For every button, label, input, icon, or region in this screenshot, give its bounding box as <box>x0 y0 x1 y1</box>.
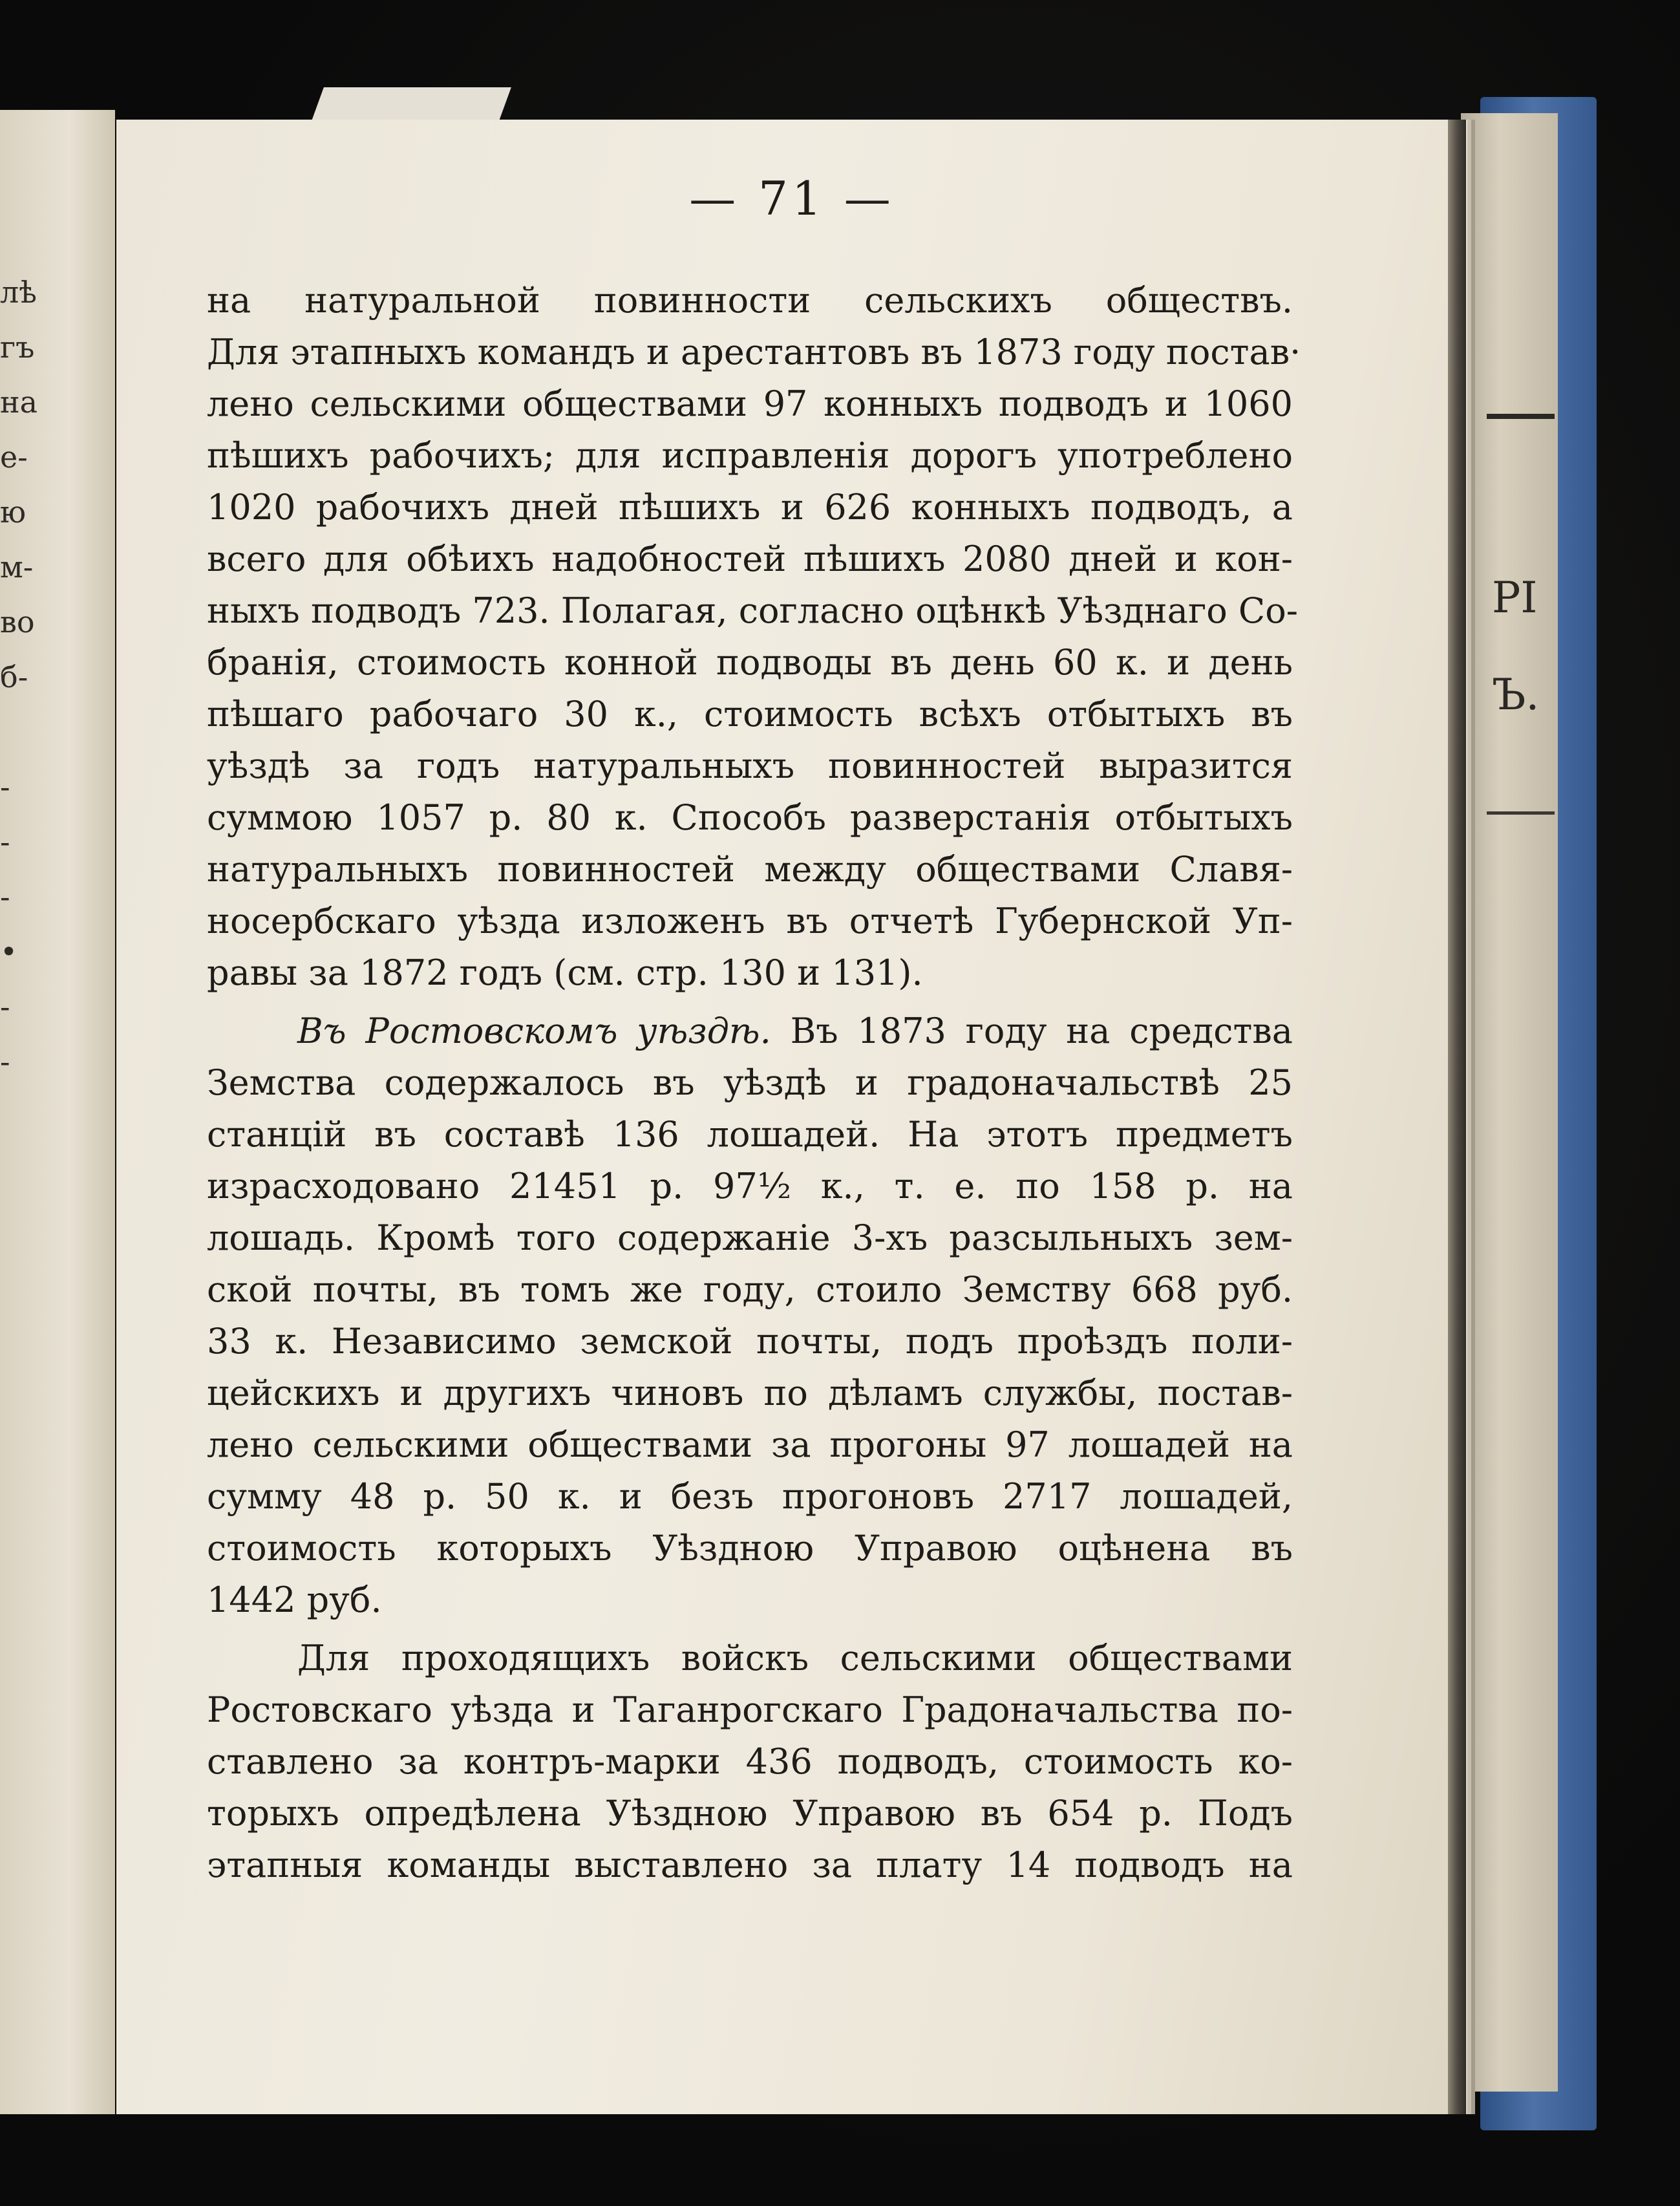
page-number: — 71 — <box>689 171 895 226</box>
text-line: ныхъ подводъ 723. Полагая, согласно оцѣнкѣ Уѣзднаго Со- <box>207 590 1299 631</box>
text-line: сумму 48 р. 50 к. и безъ прогоновъ 2717 лошадей, <box>207 1476 1293 1517</box>
text-line: стоимость которыхъ Уѣздною Управою оцѣнена въ <box>207 1528 1293 1569</box>
text-run: Въ 1873 году на средства <box>790 1011 1293 1051</box>
text-line: натуральныхъ повинностей между обществами Славя- <box>207 849 1293 890</box>
text-line: этапныя команды выставлено за плату 14 подводъ на <box>207 1845 1293 1885</box>
text-line: Для проходящихъ войскъ сельскими обществами <box>297 1638 1293 1678</box>
text-line: 1020 рабочихъ дней пѣшихъ и 626 конныхъ подводъ, а <box>207 487 1293 528</box>
text-line <box>207 1005 1293 1057</box>
fragment: б- <box>0 659 28 694</box>
text-line: Ростовскаго уѣзда и Таганрогскаго Градоначальства по- <box>207 1689 1293 1730</box>
fragment: во <box>0 605 35 639</box>
section-heading: Въ Ростовскомъ уѣздѣ. <box>297 1011 771 1051</box>
text-line: пѣшихъ рабочихъ; для исправленія дорогъ употреблено <box>207 435 1293 476</box>
text-line: равы за 1872 годъ (см. стр. 130 и 131). <box>207 952 923 993</box>
previous-page-fragments <box>0 265 78 1089</box>
text-line: уѣздѣ за годъ натуральныхъ повинностей выразится <box>207 745 1293 786</box>
text-line: ставлено за контръ-марки 436 подводъ, стоимость ко- <box>207 1741 1293 1782</box>
fragment: лѣ <box>0 275 37 310</box>
text-line: 1442 руб. <box>207 1580 382 1620</box>
fragment: - <box>0 824 10 859</box>
text-line: ской почты, въ томъ же году, стоило Земству 668 руб. <box>207 1269 1293 1310</box>
text-line: носербскаго уѣзда изложенъ въ отчетѣ Губернской Уп- <box>207 901 1293 941</box>
fragment: на <box>0 385 38 420</box>
text-line: суммою 1057 р. 80 к. Способъ разверстанія отбытыхъ <box>207 797 1293 838</box>
stack-fragment: Ъ. <box>1492 670 1540 720</box>
fragment: е- <box>0 440 28 475</box>
fragment: ю <box>0 495 27 530</box>
fragment: - <box>0 769 10 804</box>
page-edge <box>1448 120 1466 2114</box>
text-line: Для этапныхъ командъ и арестантовъ въ 1873 году постав· <box>207 332 1301 372</box>
text-line: цейскихъ и другихъ чиновъ по дѣламъ службы, постав- <box>207 1373 1293 1413</box>
stack-rule <box>1487 811 1555 815</box>
fragment: м- <box>0 550 34 584</box>
text-line: лошадь. Кромѣ того содержаніе 3-хъ разсыльныхъ зем- <box>207 1217 1293 1258</box>
fragment: - <box>0 879 10 914</box>
page-stack <box>1461 113 1558 2092</box>
fragment: • <box>0 934 18 969</box>
text-line: лено сельскими обществами за прогоны 97 лошадей на <box>207 1424 1293 1465</box>
text-line: на натуральной повинности сельскихъ обществъ. <box>207 280 1293 321</box>
stack-fragment: PI <box>1492 573 1538 623</box>
fragment <box>0 705 78 760</box>
text-line: бранія, стоимость конной подводы въ день 60 к. и день <box>207 642 1293 683</box>
fragment: гъ <box>0 330 35 365</box>
text-line: всего для обѣихъ надобностей пѣшихъ 2080 дней и кон- <box>207 539 1293 579</box>
text-line: израсходовано 21451 р. 97½ к., т. е. по 158 р. на <box>207 1166 1293 1206</box>
text-line: лено сельскими обществами 97 конныхъ подводъ и 1060 <box>207 383 1293 424</box>
text-line: торыхъ опредѣлена Уѣздною Управою въ 654 р. Подъ <box>207 1793 1293 1834</box>
text-line: 33 к. Независимо земской почты, подъ проѣздъ поли- <box>207 1321 1293 1362</box>
fragment: - <box>0 989 10 1024</box>
stack-rule <box>1487 414 1555 419</box>
text-line: Земства содержалось въ уѣздѣ и градоначальствѣ 25 <box>207 1062 1293 1103</box>
text-line: станцій въ составѣ 136 лошадей. На этотъ предметъ <box>207 1114 1293 1155</box>
fragment: - <box>0 1044 10 1079</box>
stack-fragments <box>1492 550 1557 744</box>
text-line: пѣшаго рабочаго 30 к., стоимость всѣхъ отбытыхъ въ <box>207 694 1293 734</box>
